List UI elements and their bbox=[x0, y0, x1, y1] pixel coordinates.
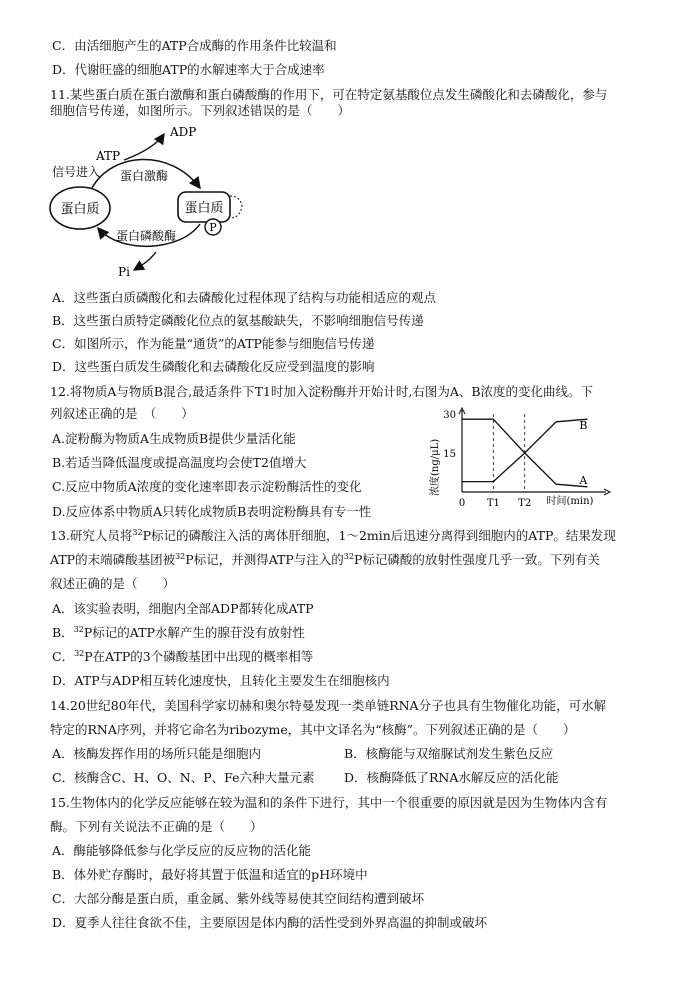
q11-stem-line1: 11.某些蛋白质在蛋白激酶和蛋白磷酸酶的作用下，可在特定氨基酸位点发生磷酸化和去磷酸化，参与 bbox=[50, 87, 608, 102]
q12-option-a: A.淀粉酶为物质A生成物质B提供少量活化能 bbox=[52, 431, 296, 446]
x-tick-t2: T2 bbox=[518, 498, 532, 509]
q10-option-d: D．代谢旺盛的细胞ATP的水解速率大于合成速率 bbox=[52, 62, 325, 77]
q14-stem-line2: 特定的RNA序列，并将它命名为ribozyme，其中文译名为“核酶”。下列叙述正确的是（ ） bbox=[50, 722, 576, 737]
pi-arrow bbox=[134, 252, 156, 270]
q15-option-a: A．酶能够降低参与化学反应的反应物的活化能 bbox=[52, 843, 312, 858]
series-b-label: B bbox=[579, 419, 588, 433]
q13-option-d: D．ATP与ADP相互转化速度快，且转化主要发生在细胞核内 bbox=[52, 673, 390, 688]
q12-option-b: B.若适当降低温度或提高温度均会使T2值增大 bbox=[52, 455, 307, 470]
atp-label: ATP bbox=[96, 149, 121, 163]
phosphatase-label: 蛋白磷酸酶 bbox=[116, 229, 177, 243]
q12-stem-line1: 12.将物质A与物质B混合,最适条件下T1时加入淀粉酶并开始计时,右图为A、B浓度的变化曲线。下 bbox=[50, 384, 594, 399]
q11-option-c: C．如图所示，作为能量“通货”的ATP能参与细胞信号传递 bbox=[52, 336, 375, 351]
phosphate-label: P bbox=[209, 221, 217, 234]
q10-option-c: C．由活细胞产生的ATP合成酶的作用条件比较温和 bbox=[52, 38, 337, 53]
q14-option-a: A．核酶发挥作用的场所只能是细胞内 bbox=[52, 746, 262, 761]
q13-option-b: B．$^{32}$P标记的ATP水解产生的腺苷没有放射性 bbox=[52, 624, 305, 640]
protein-right-label: 蛋白质 bbox=[184, 201, 224, 216]
q14-stem-line1: 14.20世纪80年代，美国科学家切赫和奥尔特曼发现一类单链RNA分子也具有生物催化功能，可水解 bbox=[50, 698, 607, 713]
series-a-label: A bbox=[579, 473, 588, 487]
q13-stem-line2: ATP的末端磷酸基团被$^{32}$P标记，并测得ATP与注入的$^{32}$P标记磷酸的放射性强度几乎一致。下列有关 bbox=[50, 551, 600, 567]
q14-option-d: D．核酶降低了RNA水解反应的活化能 bbox=[344, 770, 559, 785]
x-label: 时间(min) bbox=[546, 496, 594, 507]
concentration-chart bbox=[418, 406, 618, 516]
q11-option-a: A．这些蛋白质磷酸化和去磷酸化过程体现了结构与功能相适应的观点 bbox=[52, 290, 437, 305]
q11-stem-line2: 细胞信号传递，如图所示。下列叙述错误的是（ ） bbox=[50, 103, 351, 118]
protein-left-label: 蛋白质 bbox=[60, 202, 100, 217]
q11-option-b: B．这些蛋白质特定磷酸化位点的氨基酸缺失，不影响细胞信号传递 bbox=[52, 313, 424, 328]
phosphorylation-diagram bbox=[40, 124, 280, 284]
q12-option-d: D.反应体系中物质A只转化成物质B表明淀粉酶具有专一性 bbox=[52, 504, 372, 519]
adp-label: ADP bbox=[170, 125, 197, 139]
atp-to-adp-arrow bbox=[124, 134, 164, 160]
y-tick-15: 15 bbox=[443, 449, 456, 460]
y-label: 浓度(ng/μL) bbox=[430, 438, 441, 496]
q15-option-c: C．大部分酶是蛋白质，重金属、紫外线等易使其空间结构遭到破坏 bbox=[52, 891, 425, 906]
x-tick-t1: T1 bbox=[486, 498, 500, 509]
pi-label: Pi bbox=[118, 265, 130, 279]
x-tick-0: 0 bbox=[458, 498, 466, 509]
q13-option-a: A．该实验表明，细胞内全部ADP都转化成ATP bbox=[52, 601, 314, 616]
q15-option-d: D．夏季人往往食欲不佳，主要原因是体内酶的活性受到外界高温的抑制或破坏 bbox=[52, 915, 488, 930]
q15-stem-line2: 酶。下列有关说法不正确的是（ ） bbox=[50, 819, 263, 834]
y-tick-30: 30 bbox=[443, 410, 456, 421]
q13-stem-line1: 13.研究人员将$^{32}$P标记的磷酸注入活的离体肝细胞，1～2min后迅速分离得到细胞内的ATP。结果发现 bbox=[50, 527, 616, 543]
q13-option-c: C．$^{32}$P在ATP的3个磷酸基团中出现的概率相等 bbox=[52, 648, 314, 664]
q15-stem-line1: 15.生物体内的化学反应能够在较为温和的条件下进行，其中一个很重要的原因就是因为生物体内含有 bbox=[50, 795, 608, 810]
receptor-fringe bbox=[230, 196, 242, 218]
q13-stem-line3: 叙述正确的是（ ） bbox=[50, 576, 176, 591]
q15-option-b: B．体外贮存酶时，最好将其置于低温和适宜的pH环境中 bbox=[52, 867, 368, 882]
q14-option-c: C．核酶含C、H、O、N、P、Fe六种大量元素 bbox=[52, 770, 315, 785]
q14-option-b: B．核酶能与双缩脲试剂发生紫色反应 bbox=[344, 746, 554, 761]
q11-option-d: D．这些蛋白质发生磷酸化和去磷酸化反应受到温度的影响 bbox=[52, 359, 375, 374]
q12-option-c: C.反应中物质A浓度的变化速率即表示淀粉酶活性的变化 bbox=[52, 479, 362, 494]
signal-in-label: 信号进入 bbox=[52, 165, 101, 179]
q12-stem-line2: 列叙述正确的是 （ ） bbox=[50, 406, 194, 421]
kinase-label: 蛋白激酶 bbox=[120, 169, 169, 183]
